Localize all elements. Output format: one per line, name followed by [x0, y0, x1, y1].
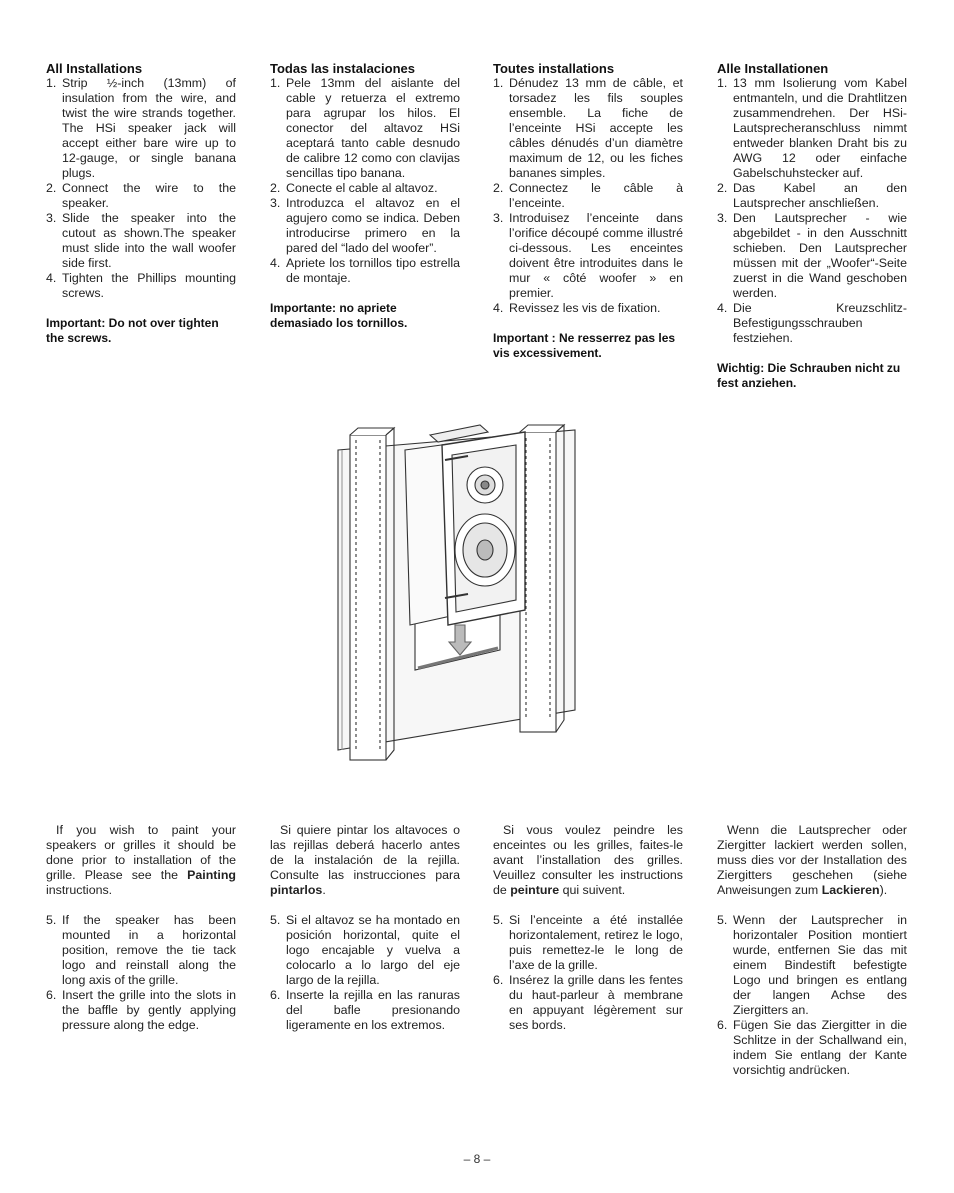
list-item: 1. Strip ½-inch (13mm) of insulation from the wire, and twist the wire strands together. The HSi speaker jack will accept either bare wire up to 12-gauge, or single banana plugs. [46, 76, 236, 180]
page-number: – 8 – [463, 1152, 491, 1166]
list-item: 2. Connect the wire to the speaker. [46, 181, 236, 210]
english-important-note: Important: Do not over tighten the screws. [46, 316, 219, 345]
spanish-steps [270, 76, 460, 286]
german-important-note: Wichtig: Die Schrauben nicht zu fest anziehen. [717, 361, 901, 390]
german-painting-reference: Lackieren [821, 883, 880, 897]
french-grille-steps [493, 913, 683, 1033]
french-steps [493, 76, 683, 316]
list-item: 4. Apriete los tornillos tipo estrella de montaje. [270, 256, 460, 285]
list-item: 5. If the speaker has been mounted in a horizontal position, remove the tie tack logo and reinstall along the long axis of the grille. [46, 913, 236, 987]
list-item: 6. Insert the grille into the slots in the baffle by gently applying pressure along the edge. [46, 988, 236, 1032]
list-item: 1. 13 mm Isolierung vom Kabel entmanteln, und die Drahtlitzen zusammendrehen. Der HSi-Lautsprecheranschluss nimmt entweder blanken Draht bis zu AWG 12 oder einfache Gabelschuhstecker auf. [717, 76, 907, 180]
french-grille-column [493, 823, 683, 1033]
english-installation-column [46, 61, 236, 346]
list-item: 2. Das Kabel an den Lautsprecher anschließen. [717, 181, 907, 210]
spanish-heading: Todas las instalaciones [270, 61, 415, 76]
french-installation-column [493, 61, 683, 361]
list-item: 6. Fügen Sie das Ziergitter in die Schlitze in der Schallwand ein, indem Sie entlang der Kante vorsichtig andrücken. [717, 1018, 907, 1077]
list-item: 1. Dénudez 13 mm de câble, et torsadez les fils souples ensemble. La fiche de l’enceinte HSi accepte les câbles dénudés d’un diamètre maximum de 12, ou les fiches bananes simples. [493, 76, 683, 180]
list-item: 4. Die Kreuzschlitz-Befestigungsschrauben festziehen. [717, 301, 907, 345]
list-item: 6. Insérez la grille dans les fentes du haut-parleur à membrane en appuyant légèrement sur ses bords. [493, 973, 683, 1032]
english-steps [46, 76, 236, 301]
spanish-painting-reference: pintarlos [270, 883, 323, 897]
list-item: 5. Si l’enceinte a été installée horizontalement, retirez le logo, puis remettez-le le long de l’axe de la grille. [493, 913, 683, 972]
english-paint-intro: If you wish to paint your speakers or grilles it should be done prior to installation of the grille. Please see the Painting instructions. [46, 823, 236, 897]
german-paint-intro: Wenn die Lautsprecher oder Ziergitter lackiert werden sollen, muss dies vor der Installation des Ziergitters geschehen (siehe Anweisungen zum Lackieren). [717, 823, 907, 897]
list-item: 5. Si el altavoz se ha montado en posición horizontal, quite el logo encajable y vuelva a colocarlo a lo largo del eje largo de la rejilla. [270, 913, 460, 987]
english-grille-steps [46, 913, 236, 1033]
spanish-important-note: Importante: no apriete demasiado los tornillos. [270, 301, 408, 330]
french-heading: Toutes installations [493, 61, 615, 76]
english-heading: All Installations [46, 61, 143, 76]
speaker-installation-illustration [330, 420, 590, 765]
french-paint-intro: Si vous voulez peindre les enceintes ou les grilles, faites-le avant l’installation des grilles. Veuillez consulter les instructions de peinture qui suivent. [493, 823, 683, 897]
german-grille-column [717, 823, 907, 1078]
spanish-installation-column [270, 61, 460, 331]
german-steps [717, 76, 907, 346]
german-heading: Alle Installationen [717, 61, 829, 76]
spanish-paint-intro: Si quiere pintar los altavoces o las rejillas deberá hacerlo antes de la instalación de la rejilla. Consulte las instrucciones para pintarlos. [270, 823, 460, 897]
list-item: 3. Slide the speaker into the cutout as shown.The speaker must slide into the wall woofer side first. [46, 211, 236, 270]
list-item: 2. Conecte el cable al altavoz. [270, 181, 438, 195]
list-item: 6. Inserte la rejilla en las ranuras del bafle presionando ligeramente en los extremos. [270, 988, 460, 1032]
german-grille-steps [717, 913, 907, 1078]
list-item: 2. Connectez le câble à l’enceinte. [493, 181, 683, 210]
list-item: 5. Wenn der Lautsprecher in horizontaler Position montiert wurde, entfernen Sie das mit einem Bindestift befestigte Logo und bringen es entlang der langen Achse des Ziergitters an. [717, 913, 907, 1017]
list-item: 4. Revissez les vis de fixation. [493, 301, 661, 315]
english-grille-column [46, 823, 236, 1033]
spanish-grille-steps [270, 913, 460, 1033]
list-item: 1. Pele 13mm del aislante del cable y retuerza el extremo para agrupar los hilos. El conector del altavoz HSi aceptará tanto cable desnudo de calibre 12 como con clavijas sencillas tipo banana. [270, 76, 460, 180]
list-item: 3. Introduisez l’enceinte dans l’orifice découpé comme illustré ci-dessous. Les enceintes doivent être introduites dans le mur « côté woofer » en premier. [493, 211, 683, 300]
english-painting-reference: Painting [187, 868, 236, 882]
french-painting-reference: peinture [510, 883, 560, 897]
french-important-note: Important : Ne resserrez pas les vis excessivement. [493, 331, 676, 360]
list-item: 4. Tighten the Phillips mounting screws. [46, 271, 236, 300]
list-item: 3. Den Lautsprecher - wie abgebildet - in den Ausschnitt schieben. Den Lautsprecher müssen mit der „Woofer“-Seite zuerst in die Wand geschoben werden. [717, 211, 907, 300]
spanish-grille-column [270, 823, 460, 1033]
german-installation-column [717, 61, 907, 391]
list-item: 3. Introduzca el altavoz en el agujero como se indica. Deben introducirse primero en la pared del “lado del woofer”. [270, 196, 460, 255]
